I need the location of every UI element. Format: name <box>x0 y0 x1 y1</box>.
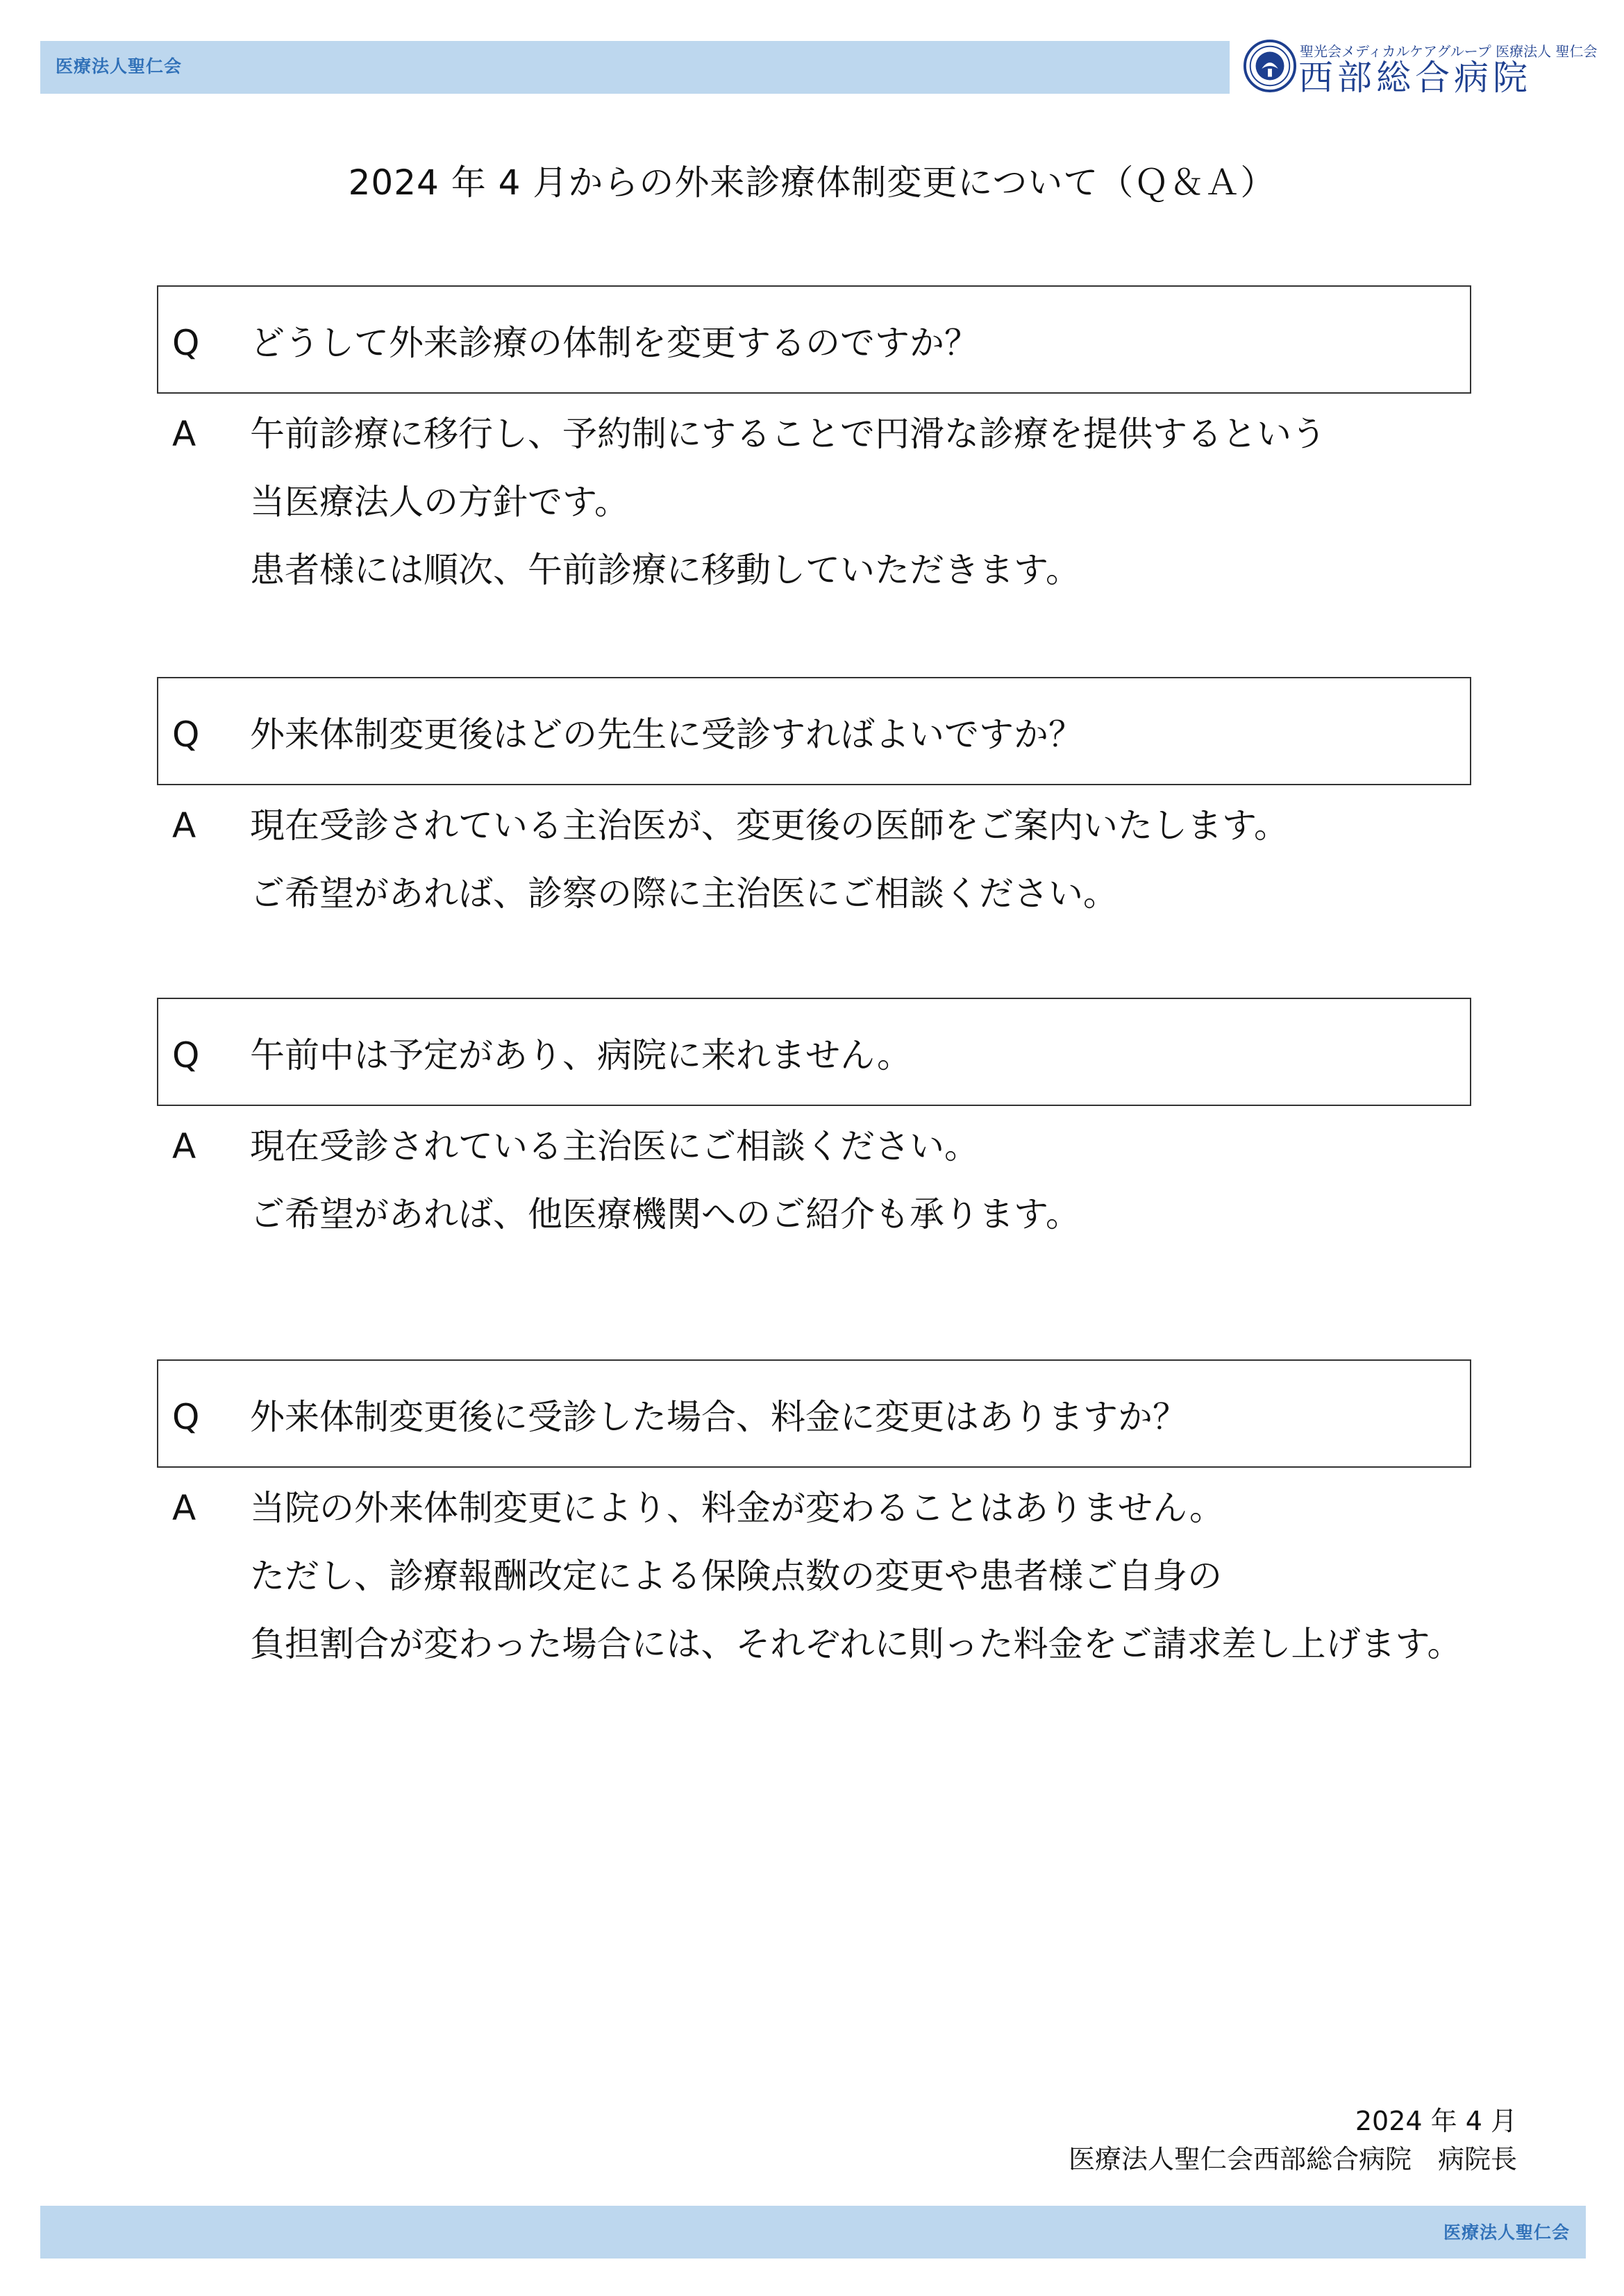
answer-line: 現在受診されている主治医が、変更後の医師をご案内いたします。 <box>250 805 1289 846</box>
header-org-label: 医療法人聖仁会 <box>56 56 183 76</box>
answer-line: 当院の外来体制変更により、料金が変わることはありません。 <box>250 1488 1224 1528</box>
answer-line: 患者様には順次、午前診療に移動していただきます。 <box>250 550 1080 590</box>
question-marker: Q <box>172 714 200 755</box>
answer-marker: A <box>172 1488 196 1528</box>
logo-hospital-name: 西部総合病院 <box>1298 58 1532 98</box>
answer-line: ご希望があれば、診察の際に主治医にご相談ください。 <box>250 873 1118 914</box>
question-text: 午前中は予定があり、病院に来れません。 <box>250 1035 912 1075</box>
answer-marker: A <box>172 414 196 454</box>
logo-group-label: 聖光会メディカルケアグループ 医療法人 聖仁会 <box>1300 43 1598 60</box>
question-text: 外来体制変更後はどの先生に受診すればよいですか？ <box>250 714 1083 755</box>
answer-line: 負担割合が変わった場合には、それぞれに則った料金をご請求差し上げます。 <box>250 1624 1462 1664</box>
question-text: 外来体制変更後に受診した場合、料金に変更はありますか？ <box>250 1397 1187 1437</box>
header-band <box>40 41 1230 94</box>
document-title: 2024 年 4 月からの外来診療体制変更について（Ｑ＆Ａ） <box>348 162 1276 203</box>
hospital-logo <box>1243 35 1598 101</box>
answer-line: ただし、診療報酬改定による保険点数の変更や患者様ご自身の <box>250 1556 1222 1596</box>
footer-band <box>40 2206 1586 2259</box>
answer-marker: A <box>172 1126 196 1166</box>
footer-org-label: 医療法人聖仁会 <box>1443 2222 1570 2243</box>
answer-line: ご希望があれば、他医療機関へのご紹介も承ります。 <box>250 1194 1080 1234</box>
answer-line: 現在受診されている主治医にご相談ください。 <box>250 1126 979 1166</box>
question-marker: Q <box>172 323 200 363</box>
issue-date: 2024 年 4 月 <box>1355 2106 1517 2136</box>
question-marker: Q <box>172 1035 200 1075</box>
answer-line: 午前診療に移行し、予約制にすることで円滑な診療を提供するという <box>250 414 1326 454</box>
answer-line: 当医療法人の方針です。 <box>250 482 629 522</box>
signature: 医療法人聖仁会西部総合病院 病院長 <box>1068 2144 1517 2175</box>
answer-marker: A <box>172 805 196 846</box>
question-text: どうして外来診療の体制を変更するのですか？ <box>250 323 979 363</box>
question-marker: Q <box>172 1397 200 1437</box>
hospital-emblem-icon <box>1243 39 1297 93</box>
